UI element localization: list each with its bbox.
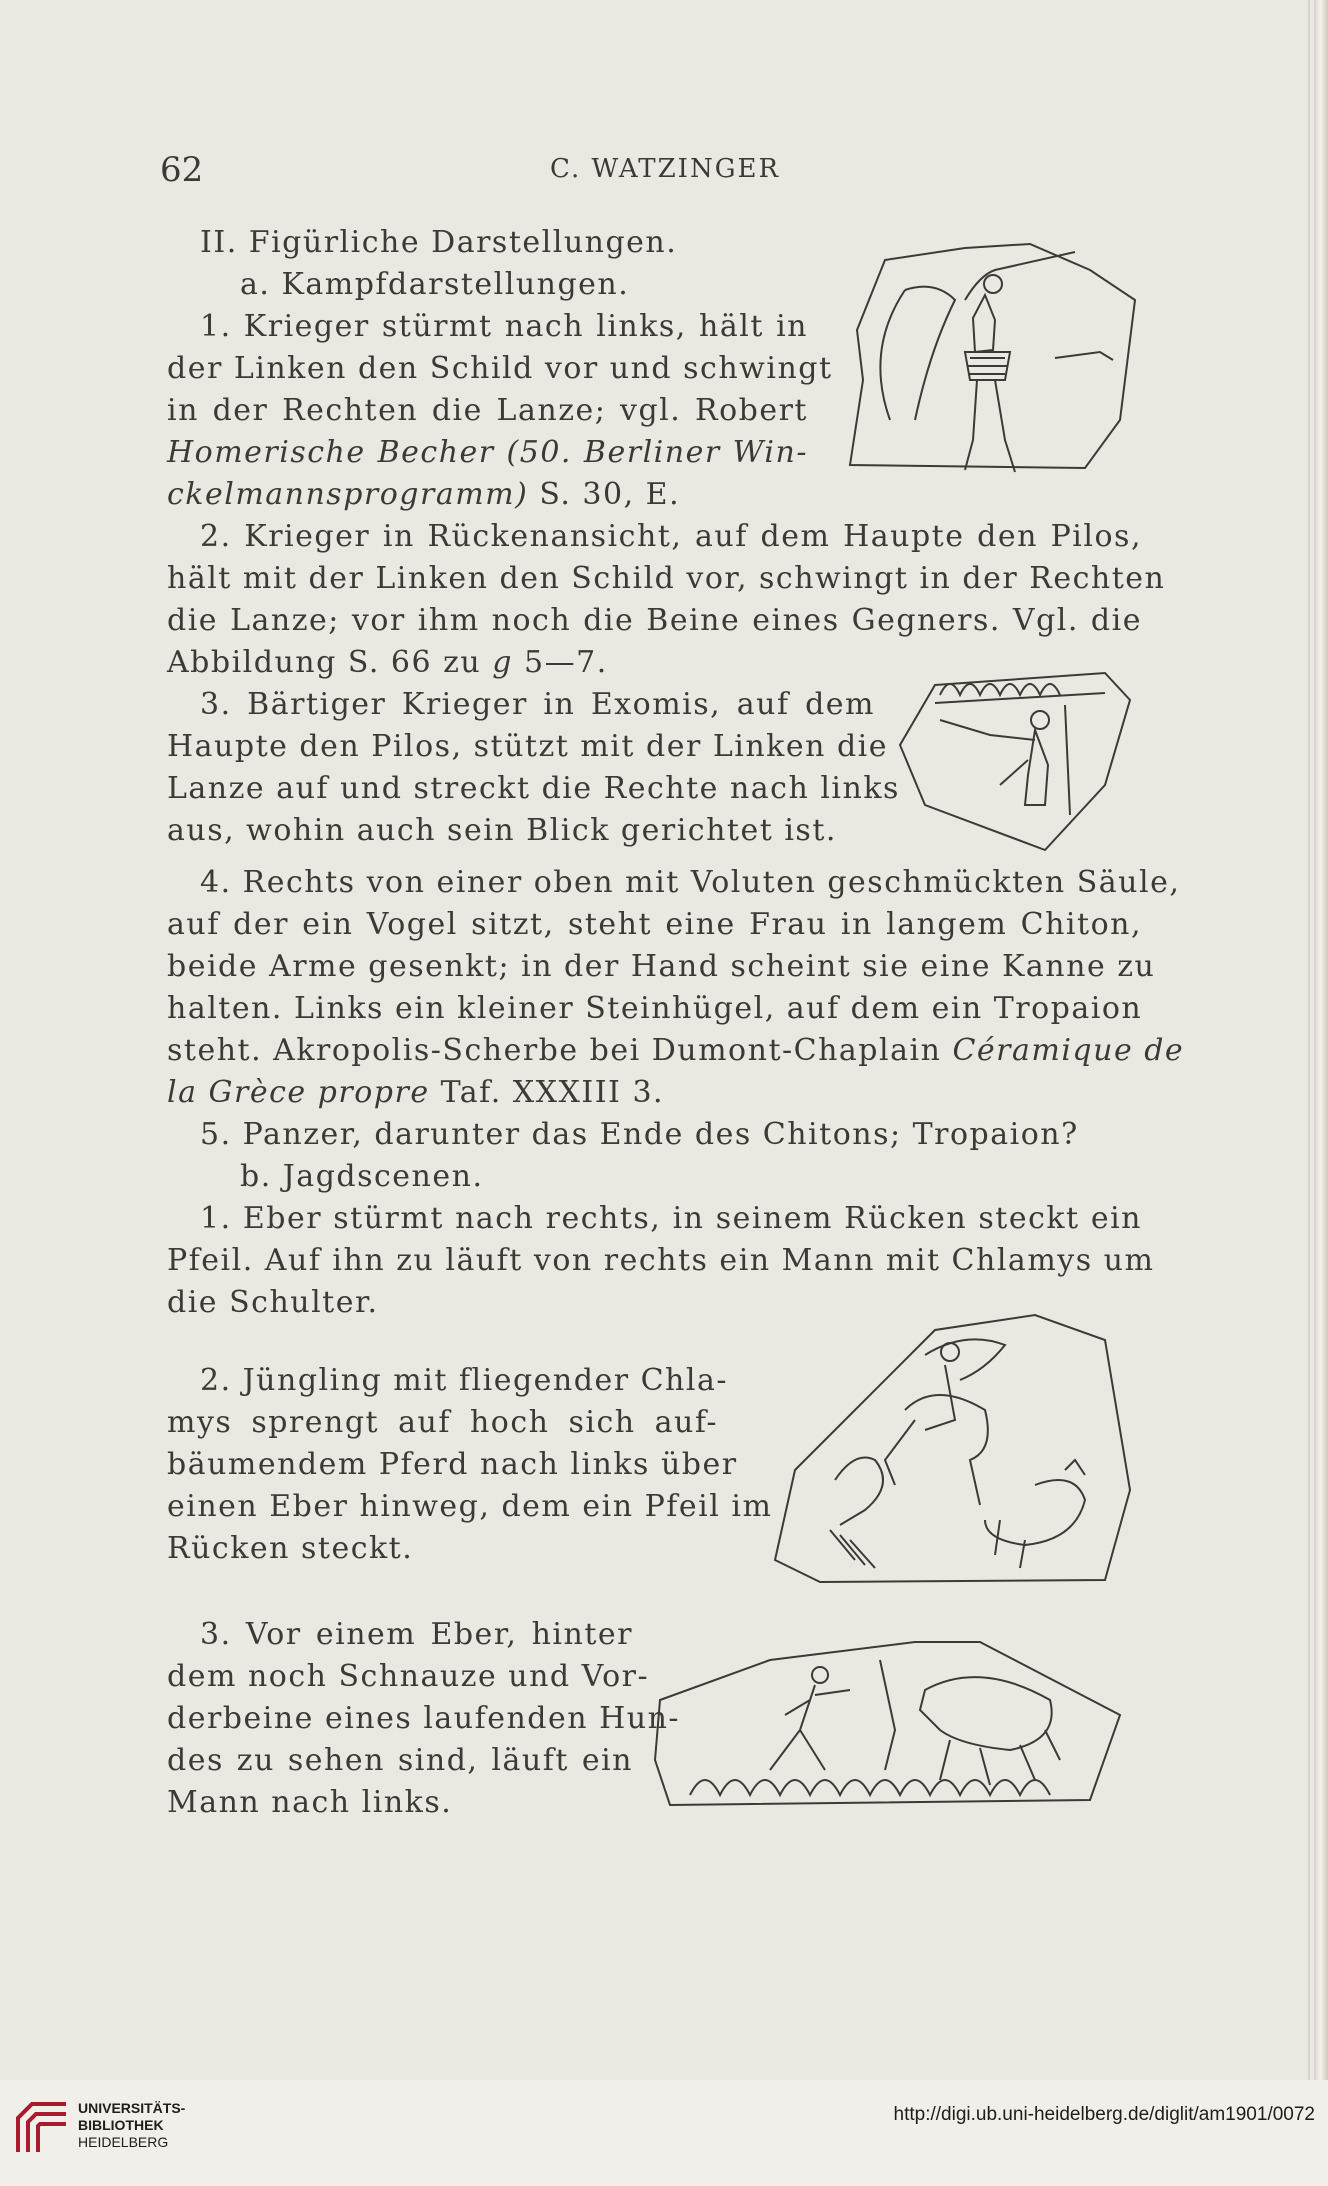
entry-b3-line4: des zu sehen sind, läuft ein: [167, 1743, 633, 1778]
figure-rider-boar-sherd: [745, 1310, 1145, 1590]
page-edge-line: [1308, 0, 1310, 2186]
entry-a3-line3: Lanze auf und streckt die Rechte nach links: [167, 771, 900, 806]
entry-a4-line1: 4. Rechts von einer oben mit Voluten geschmückten Säule,: [200, 865, 1181, 900]
entry-a2-line4-c: 5—7.: [513, 645, 608, 680]
entry-a2-line1: 2. Krieger in Rückenansicht, auf dem Haupte den Pilos,: [200, 519, 1142, 554]
entry-a1-line4: Homerische Becher (50. Berliner Win-: [167, 435, 808, 470]
entry-b2-line3: bäumendem Pferd nach links über: [167, 1447, 738, 1482]
entry-a2-line4-a: Abbildung S. 66 zu: [167, 645, 493, 680]
entry-b3-line1: 3. Vor einem Eber, hinter: [200, 1617, 633, 1652]
entry-a4-line6-title: la Grèce propre: [167, 1075, 430, 1110]
entry-b2-line5: Rücken steckt.: [167, 1531, 414, 1566]
library-logo-icon: [12, 2098, 72, 2158]
entry-b2-line4: einen Eber hinweg, dem ein Pfeil im: [167, 1489, 773, 1524]
entry-a1-line3: in der Rechten die Lanze; vgl. Robert: [167, 393, 808, 428]
page-header: [160, 150, 1120, 200]
entry-a1-line2: der Linken den Schild vor und schwingt: [167, 351, 833, 386]
entry-a1-ref-page: S. 30, E.: [528, 477, 681, 512]
entry-a4-line5: [167, 1030, 1185, 1072]
entry-a3-line2: Haupte den Pilos, stützt mit der Linken die: [167, 729, 889, 764]
library-name-line2: BIBLIOTHEK: [78, 2117, 164, 2133]
entry-b3-line2: dem noch Schnauze und Vor-: [167, 1659, 650, 1694]
entry-a2-line4-g: g: [492, 645, 513, 680]
entry-b3-line3: derbeine eines laufenden Hun-: [167, 1701, 681, 1736]
entry-a3-line1: 3. Bärtiger Krieger in Exomis, auf dem: [200, 687, 875, 722]
subsection-b-heading: b. Jagdscenen.: [240, 1159, 484, 1194]
entry-b1-line1: 1. Eber stürmt nach rechts, in seinem Rücken steckt ein: [200, 1201, 1142, 1236]
entry-a1-line1: 1. Krieger stürmt nach links, hält in: [200, 309, 808, 344]
entry-b2-line2: mys sprengt auf hoch sich auf-: [167, 1405, 718, 1440]
entry-a4-line5-a: steht. Akropolis-Scherbe bei Dumont-Chaplain: [167, 1033, 953, 1068]
entry-a4-line3: beide Arme gesenkt; in der Hand scheint sie eine Kanne zu: [167, 949, 1156, 984]
entry-a2-line3: die Lanze; vor ihm noch die Beine eines Gegners. Vgl. die: [167, 603, 1142, 638]
subsection-a-heading: a. Kampfdarstellungen.: [240, 267, 630, 302]
page-number: 62: [160, 150, 204, 190]
source-url-link[interactable]: http://digi.ub.uni-heidelberg.de/diglit/am1901/0072: [893, 2104, 1315, 2125]
entry-b1-line3: die Schulter.: [167, 1285, 379, 1320]
entry-a4-line6: [167, 1072, 1142, 1114]
figure-warrior-sherd: [845, 240, 1145, 475]
library-name: [78, 2100, 185, 2151]
entry-a4-line6-b: Taf. XXXIII 3.: [429, 1075, 665, 1110]
library-name-line3: HEIDELBERG: [78, 2134, 169, 2150]
entry-a4-line2: auf der ein Vogel sitzt, steht eine Frau in langem Chiton,: [167, 907, 1142, 942]
entry-a4-line5-title: Céramique de: [952, 1033, 1185, 1068]
entry-b2-line1: 2. Jüngling mit fliegender Chla-: [200, 1363, 728, 1398]
entry-b3-line5: Mann nach links.: [167, 1785, 453, 1820]
entry-a2-line2: hält mit der Linken den Schild vor, schwingt in der Rechten: [167, 561, 1166, 596]
footer-band: [0, 2080, 1328, 2186]
entry-b1-line2: Pfeil. Auf ihn zu läuft von rechts ein Mann mit Chlamys um: [167, 1243, 1155, 1278]
entry-a1-line5: [167, 474, 767, 516]
library-name-line1: UNIVERSITÄTS-: [78, 2100, 186, 2116]
entry-a5-line1: 5. Panzer, darunter das Ende des Chitons; Tropaion?: [200, 1117, 1079, 1152]
running-head: C. WATZINGER: [550, 154, 781, 184]
section-heading: II. Figürliche Darstellungen.: [200, 225, 678, 260]
entry-a1-ref-title: ckelmannsprogramm): [167, 477, 529, 512]
entry-a4-line4: halten. Links ein kleiner Steinhügel, auf dem ein Tropaion: [167, 991, 1143, 1026]
entry-a3-line4: aus, wohin auch sein Blick gerichtet ist.: [167, 813, 837, 848]
page-edge: [1314, 0, 1328, 2186]
figure-bearded-warrior-sherd: [880, 665, 1135, 855]
figure-man-boar-frieze: [650, 1620, 1130, 1820]
